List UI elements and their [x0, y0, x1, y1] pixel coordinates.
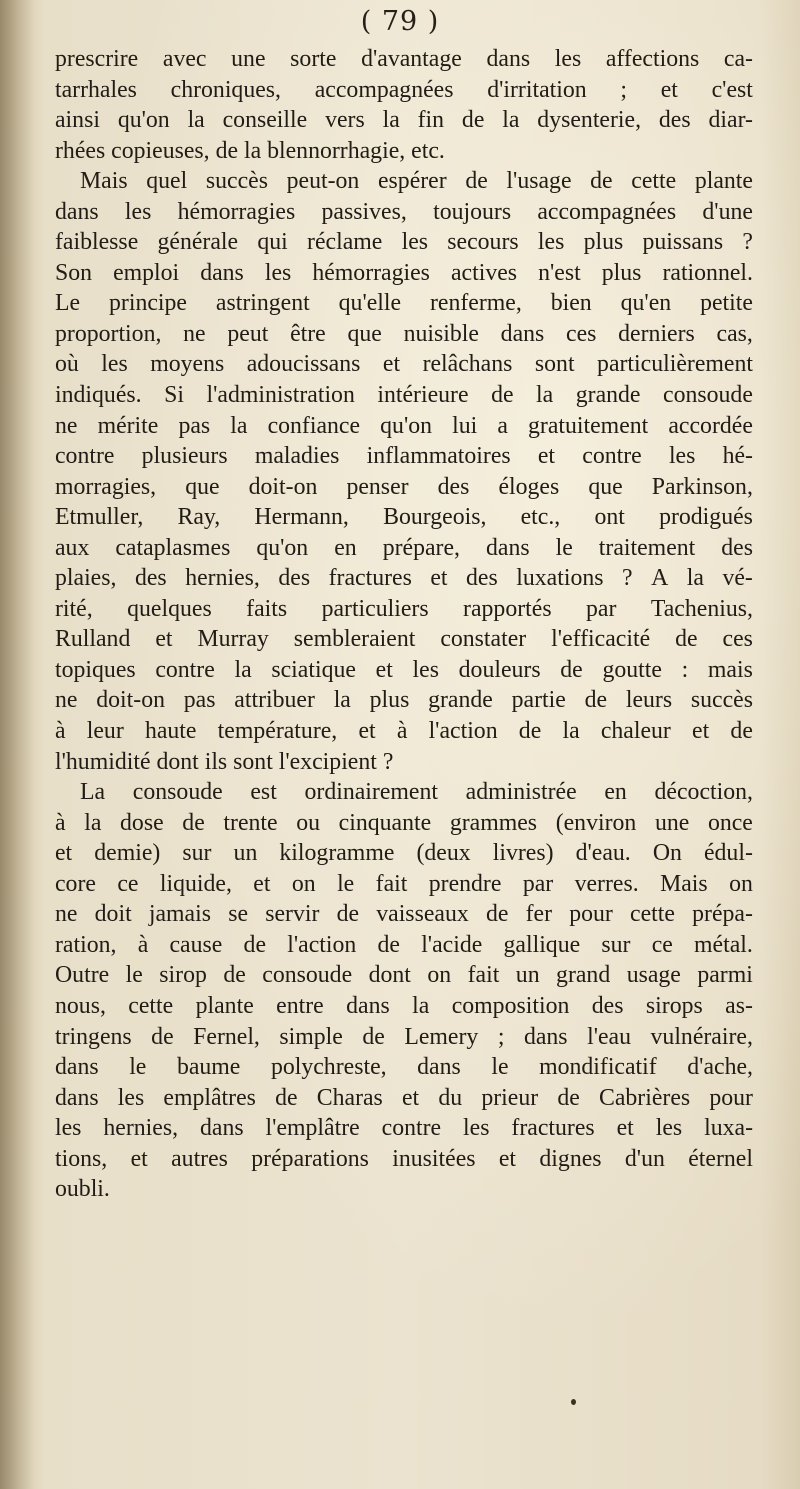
text-line: dans les emplâtres de Charas et du prieur de Cabrières pour — [55, 1084, 753, 1111]
text-line: à leur haute température, et à l'action de la chaleur et de — [55, 718, 753, 745]
text-line: rhées copieuses, de la blennorrhagie, etc. — [55, 137, 445, 164]
text-line: tringens de Fernel, simple de Lemery ; dans l'eau vulnéraire, — [55, 1023, 753, 1050]
text-line: tions, et autres préparations inusitées et dignes d'un éternel — [55, 1145, 753, 1172]
text-line: à la dose de trente ou cinquante grammes (environ une once — [55, 809, 753, 836]
text-line: contre plusieurs maladies inflammatoires et contre les hé- — [55, 443, 753, 470]
text-line: core ce liquide, et on le fait prendre par verres. Mais on — [55, 870, 753, 897]
page-number: ( 79 ) — [360, 6, 440, 37]
text-line: plaies, des hernies, des fractures et des luxations ? A la vé- — [55, 565, 753, 592]
text-line: oubli. — [55, 1176, 110, 1203]
text-line: prescrire avec une sorte d'avantage dans les affections ca- — [55, 46, 753, 72]
body-text — [55, 44, 753, 1205]
text-line: topiques contre la sciatique et les douleurs de goutte : mais — [55, 656, 753, 683]
text-line: nous, cette plante entre dans la composition des sirops as- — [55, 992, 753, 1019]
text-line: où les moyens adoucissans et relâchans sont particulièrement — [55, 351, 753, 378]
text-line: aux cataplasmes qu'on en prépare, dans le traitement des — [55, 534, 753, 561]
text-line: tarrhales chroniques, accompagnées d'irritation ; et c'est — [55, 76, 753, 103]
text-line: indiqués. Si l'administration intérieure de la grande consoude — [55, 382, 753, 409]
text-line: et demie) sur un kilogramme (deux livres) d'eau. On édul- — [55, 840, 753, 867]
text-line: ne doit-on pas attribuer la plus grande partie de leurs succès — [55, 687, 753, 714]
text-line: ainsi qu'on la conseille vers la fin de la dysenterie, des diar- — [55, 107, 753, 134]
text-line: ration, à cause de l'action de l'acide gallique sur ce métal. — [55, 931, 753, 958]
text-line: dans le baume polychreste, dans le mondificatif d'ache, — [55, 1054, 753, 1081]
text-line: Rulland et Murray sembleraient constater l'efficacité de ces — [55, 626, 753, 653]
text-line: Le principe astringent qu'elle renferme, bien qu'en petite — [55, 290, 753, 317]
text-line: rité, quelques faits particuliers rapportés par Tachenius, — [55, 595, 753, 622]
ink-speck — [571, 1399, 576, 1405]
text-line: faiblesse générale qui réclame les secours les plus puissans ? — [55, 229, 753, 256]
text-line: ne mérite pas la confiance qu'on lui a gratuitement accordée — [55, 412, 753, 439]
text-line: morragies, que doit-on penser des éloges que Parkinson, — [55, 473, 753, 500]
text-line: Outre le sirop de consoude dont on fait un grand usage parmi — [55, 962, 753, 989]
text-line: ne doit jamais se servir de vaisseaux de fer pour cette prépa- — [55, 901, 753, 928]
text-line: Son emploi dans les hémorragies actives n'est plus rationnel. — [55, 259, 753, 286]
text-line: Etmuller, Ray, Hermann, Bourgeois, etc., ont prodigués — [55, 504, 753, 531]
text-line: dans les hémorragies passives, toujours accompagnées d'une — [55, 198, 753, 225]
text-line: l'humidité dont ils sont l'excipient ? — [55, 748, 394, 775]
text-line: les hernies, dans l'emplâtre contre les fractures et les luxa- — [55, 1115, 753, 1142]
text-line: La consoude est ordinairement administrée en décoction, — [80, 779, 753, 806]
text-line: proportion, ne peut être que nuisible dans ces derniers cas, — [55, 320, 753, 347]
text-line: Mais quel succès peut-on espérer de l'usage de cette plante — [80, 168, 753, 195]
spine-shadow — [0, 0, 34, 1489]
